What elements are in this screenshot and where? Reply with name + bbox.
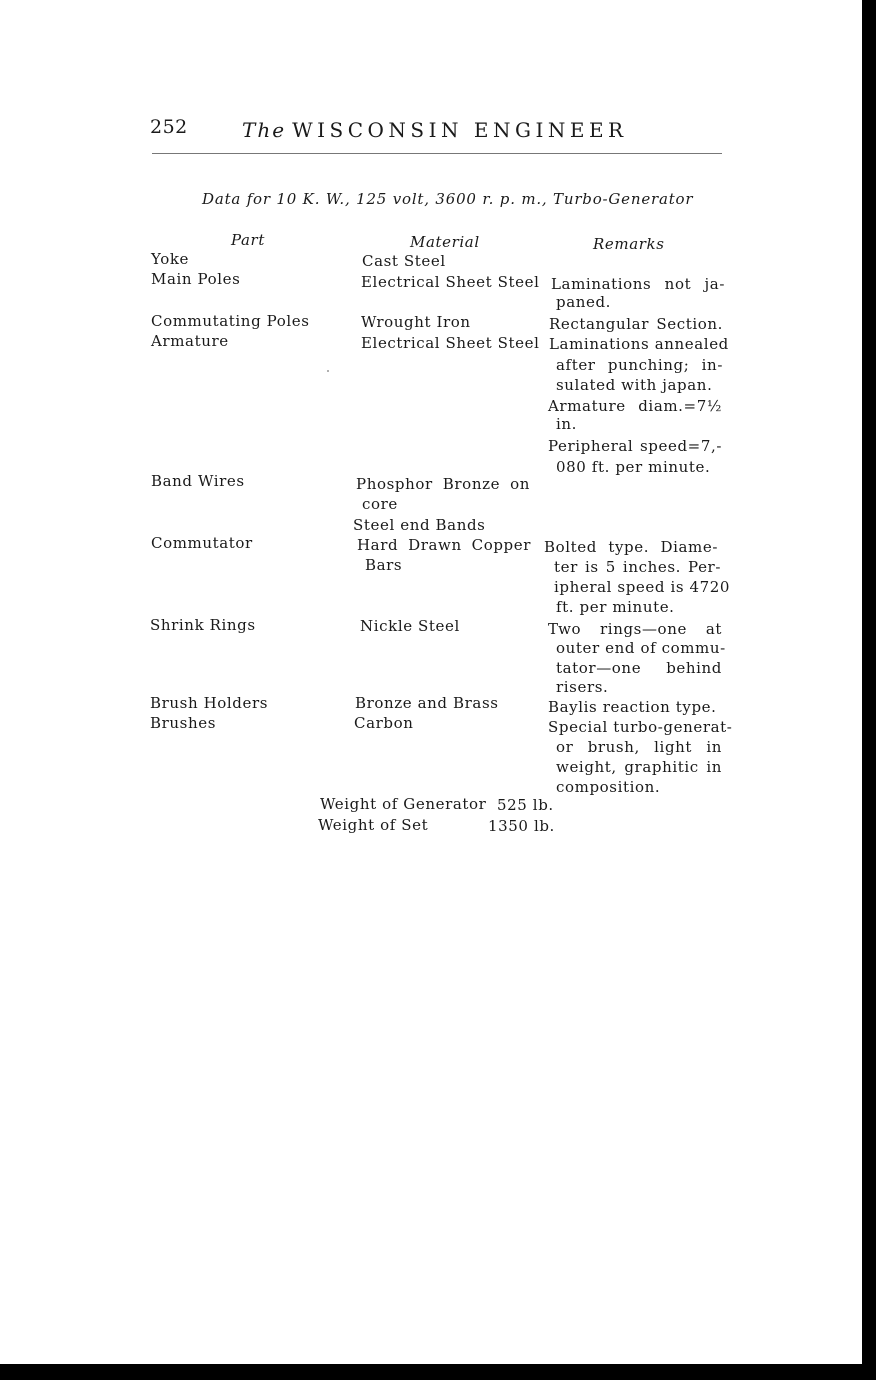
remark-line: ter is 5 inches. Per- (554, 558, 721, 576)
remark-line: paned. (556, 293, 612, 311)
running-head-title: WISCONSIN ENGINEER (292, 118, 628, 142)
table-caption: Data for 10 K. W., 125 volt, 3600 r. p. m., Turbo-Generator (202, 190, 694, 208)
running-head-prefix: The (242, 118, 287, 142)
remark-line: sulated with japan. (556, 376, 713, 394)
remark-line: Special turbo-generat- (548, 718, 733, 736)
remark-line: Baylis reaction type. (548, 698, 717, 716)
weight-label: Weight of Set (318, 816, 429, 834)
column-header-part: Part (231, 231, 265, 249)
remark-line: Laminations annealed (549, 335, 729, 353)
material-cell: Hard Drawn Copper (357, 536, 531, 554)
page-number: 252 (150, 116, 188, 138)
remark-line: ft. per minute. (556, 598, 675, 616)
running-head (242, 118, 628, 142)
remark-line: outer end of commu- (556, 639, 726, 657)
material-cell: Electrical Sheet Steel (361, 273, 540, 291)
remark-line: risers. (556, 678, 609, 696)
remark-line: Bolted type. Diame- (544, 538, 718, 556)
part-cell: Shrink Rings (150, 616, 256, 634)
weight-value: 525 lb. (497, 796, 554, 814)
remark-line: after punching; in- (556, 356, 723, 374)
part-cell: Band Wires (151, 472, 245, 490)
material-cell: Electrical Sheet Steel (361, 334, 540, 352)
part-cell: Main Poles (151, 270, 241, 288)
part-cell: Commutating Poles (151, 312, 310, 330)
column-header-material: Material (410, 233, 480, 251)
remark-line: Peripheral speed=7,- (548, 437, 722, 455)
remark-line: composition. (556, 778, 661, 796)
remark-line: weight, graphitic in (556, 758, 722, 776)
part-cell: Yoke (151, 250, 189, 268)
weight-label: Weight of Generator (320, 795, 487, 813)
remark-line: or brush, light in (556, 738, 722, 756)
material-cell: Phosphor Bronze on (356, 475, 530, 493)
part-cell: Armature (151, 332, 229, 350)
material-cell: Nickle Steel (360, 617, 460, 635)
remark-line: Armature diam.=7½ (548, 397, 722, 415)
material-cell: Bronze and Brass (355, 694, 499, 712)
remark-line: Two rings—one at (548, 620, 722, 638)
material-cell: core (362, 495, 398, 513)
remark-line: Laminations not ja- (551, 275, 725, 293)
remark-line: tator—one behind (556, 659, 722, 677)
column-header-remarks: Remarks (593, 235, 665, 253)
material-cell: Wrought Iron (361, 313, 471, 331)
scan-border-right (862, 0, 876, 1380)
header-rule (152, 153, 722, 154)
material-cell: Cast Steel (362, 252, 446, 270)
part-cell: Brush Holders (150, 694, 269, 712)
remark-line: 080 ft. per minute. (556, 458, 711, 476)
material-cell: Steel end Bands (353, 516, 486, 534)
scan-border-bottom (0, 1364, 876, 1380)
remark-line: Rectangular Section. (549, 315, 723, 333)
remark-line: ipheral speed is 4720 (554, 578, 731, 596)
paper-speck (327, 370, 329, 372)
material-cell: Bars (365, 556, 403, 574)
part-cell: Commutator (151, 534, 253, 552)
remark-line: in. (556, 415, 578, 433)
part-cell: Brushes (150, 714, 216, 732)
weight-value: 1350 lb. (488, 817, 555, 835)
material-cell: Carbon (354, 714, 414, 732)
